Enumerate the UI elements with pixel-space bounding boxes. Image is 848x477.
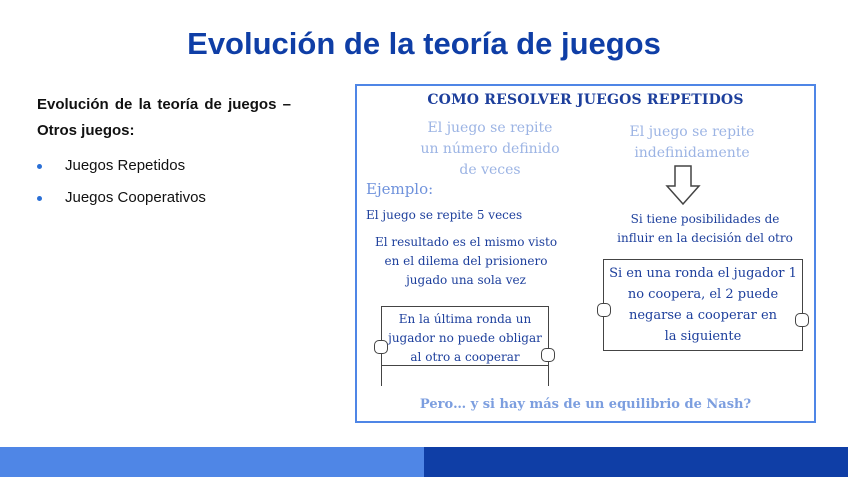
bullet-text: Juegos Repetidos xyxy=(65,157,186,174)
sign-line: al otro a cooperar xyxy=(410,350,520,364)
right-column-header xyxy=(607,122,777,164)
left-header-line: un número definido xyxy=(420,141,560,157)
sign-line: jugador no puede obligar xyxy=(388,331,542,345)
down-arrow-icon xyxy=(663,164,703,208)
sign-line: la siguiente xyxy=(664,329,742,344)
example-line: El juego se repite 5 veces xyxy=(366,208,523,222)
example-label: Ejemplo: xyxy=(366,180,434,198)
section-heading: Evolución de la teoría de juegos – Otros juegos: xyxy=(37,96,291,139)
left-column-header xyxy=(405,118,575,181)
bullet-item xyxy=(37,182,291,214)
hand-icon xyxy=(541,348,555,362)
left-sign xyxy=(381,306,549,366)
sign-line: negarse a cooperar en xyxy=(628,308,778,323)
condition-line: influir en la decisión del otro xyxy=(617,231,793,245)
example-result xyxy=(361,233,571,290)
footer-bar-right xyxy=(424,447,848,477)
left-header-line: El juego se repite xyxy=(427,120,553,136)
bullet-item xyxy=(37,150,291,182)
left-header-line: de veces xyxy=(459,162,521,178)
right-header-line: indefinidamente xyxy=(634,145,750,161)
hand-icon xyxy=(374,340,388,354)
result-line: El resultado es el mismo visto xyxy=(374,235,558,249)
repeated-games-panel xyxy=(355,84,816,423)
panel-title: COMO RESOLVER JUEGOS REPETIDOS xyxy=(427,92,744,108)
right-header-line: El juego se repite xyxy=(629,124,755,140)
bullet-dot-icon xyxy=(37,164,42,169)
slide-title: Evolución de la teoría de juegos xyxy=(187,26,661,61)
nash-question: Pero… y si hay más de un equilibrio de Nash? xyxy=(419,397,752,412)
hand-icon xyxy=(795,313,809,327)
left-text-block xyxy=(37,92,291,214)
hand-icon xyxy=(597,303,611,317)
result-line: en el dilema del prisionero xyxy=(384,254,548,268)
result-line: jugado una sola vez xyxy=(406,273,526,287)
sign-line: En la última ronda un xyxy=(398,312,532,326)
bullet-text: Juegos Cooperativos xyxy=(65,189,206,206)
right-sign xyxy=(603,259,803,351)
bullet-dot-icon xyxy=(37,196,42,201)
right-condition xyxy=(595,210,815,248)
sign-line: no coopera, el 2 puede xyxy=(627,287,779,302)
sign-line: Si en una ronda el jugador 1 xyxy=(609,266,797,281)
footer-bar-left xyxy=(0,447,424,477)
bullet-list xyxy=(37,150,291,214)
condition-line: Si tiene posibilidades de xyxy=(630,212,780,226)
